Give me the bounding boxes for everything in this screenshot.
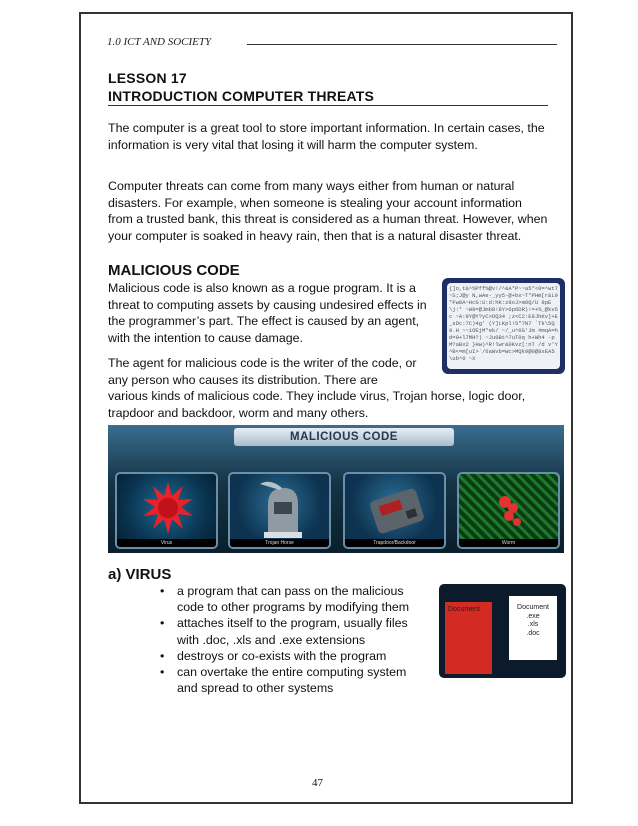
malicious-paragraph-2b: various kinds of malicious code. They include virus, Trojan horse, logic door, trapdoor and backdoor, worm and many others.: [108, 389, 526, 420]
malicious-paragraph-1: Malicious code is also known as a rogue program. It is a threat to computing assets by causing undesired effects in the programmer’s part. The effect is caused by an agent, with the intention to cause damage.: [108, 281, 427, 345]
worm-tile: [457, 472, 560, 549]
lesson-heading: [108, 69, 374, 105]
intro-paragraph-1: The computer is a great tool to store important information. In certain cases, the information is very vital that losing it will harm the computer system.: [108, 121, 545, 152]
virus-documents-image: [439, 584, 566, 678]
bullet-icon: •: [160, 584, 165, 598]
code-screen-image: [442, 278, 565, 374]
list-item: • attaches itself to the program, usually files with .doc, .xls and .exe extensions: [160, 616, 408, 647]
virus-heading: a) VIRUS: [108, 566, 172, 583]
list-item: • destroys or co-exists with the program: [160, 648, 387, 663]
list-item: • a program that can pass on the malicious code to other programs by modifying them: [160, 584, 410, 615]
banner-title: MALICIOUS CODE: [234, 428, 454, 446]
trapdoor-backdoor-tile: [343, 472, 446, 549]
trojan-horse-tile-label: Trojan Horse: [230, 539, 329, 547]
trapdoor-backdoor-tile-label: Trapdoor/Backdoor: [345, 539, 444, 547]
page-number: 47: [312, 777, 323, 789]
virus-bullet-list: [160, 583, 426, 696]
malicious-code-banner: [108, 425, 564, 553]
malicious-code-heading: MALICIOUS CODE: [108, 262, 240, 279]
virus-tile: [115, 472, 218, 549]
trojan-helmet-icon: [230, 474, 331, 544]
bullet-icon: •: [160, 616, 165, 631]
list-item: • can overtake the entire computing system and spread to other systems: [160, 665, 407, 696]
bullet-icon: •: [160, 648, 165, 663]
malicious-paragraph-2a: The agent for malicious code is the writer of the code, or any person who causes its distribution. There are: [108, 356, 417, 387]
infected-document-icon: Document: [445, 602, 492, 674]
virus-tile-label: Virus: [117, 539, 216, 547]
code-text-texture: {]o,t&^%Pff%@v!/^&A*P~~a5*<0=^wt7 ~S;J@y N,wAe-_yy5-@+bx~T*PHm[r&L9*Fw8A~HcG:U:d:hK:z8oJ>m0Q/U 8pE\j:* ~W8=@Jmb8!8Y>6p6DR)!=+%_@kv5c ~A:9Y@Y?yC>DQ34 ;z<C2:E9JhKv]+E _sDc:7C)4g' (Y]LKpl!5"7N7 `Tk\5Q9.H ~~iOEjM*ek/ ~/_u^6G'Jm #mqA=hd=9+l7MH?) ~Ju0Bt^7uT0q h+Wh4 -pM?aBx2 }Hw)^R!lwr&0Kvz[:nT /d v'Y^B<=m[uI>`/6aWvb=Wc>MQk9@0@8xEA5\ub^0 ~X: [447, 283, 560, 369]
title-rule: [108, 105, 548, 106]
virus-star-icon: [117, 474, 218, 544]
lesson-title: INTRODUCTION COMPUTER THREATS: [108, 88, 375, 104]
trojan-horse-tile: [228, 472, 331, 549]
intro-paragraph-2: Computer threats can come from many ways either from human or natural disasters. For example, when someone is stealing your account information from a trusted bank, this threat is considered as a human threat. However, when your computer is soaked in heavy rain, then that is a natural disaster threat.: [108, 179, 548, 243]
worm-tile-label: Worm: [459, 539, 558, 547]
running-header: 1.0 ICT AND SOCIETY: [107, 36, 212, 48]
header-rule: [247, 44, 557, 45]
device-icon: [345, 474, 446, 544]
document-icon: Document .exe .xls .doc: [509, 596, 557, 660]
worm-icon: [459, 474, 560, 544]
lesson-number: LESSON 17: [108, 70, 187, 86]
bullet-icon: •: [160, 665, 165, 680]
